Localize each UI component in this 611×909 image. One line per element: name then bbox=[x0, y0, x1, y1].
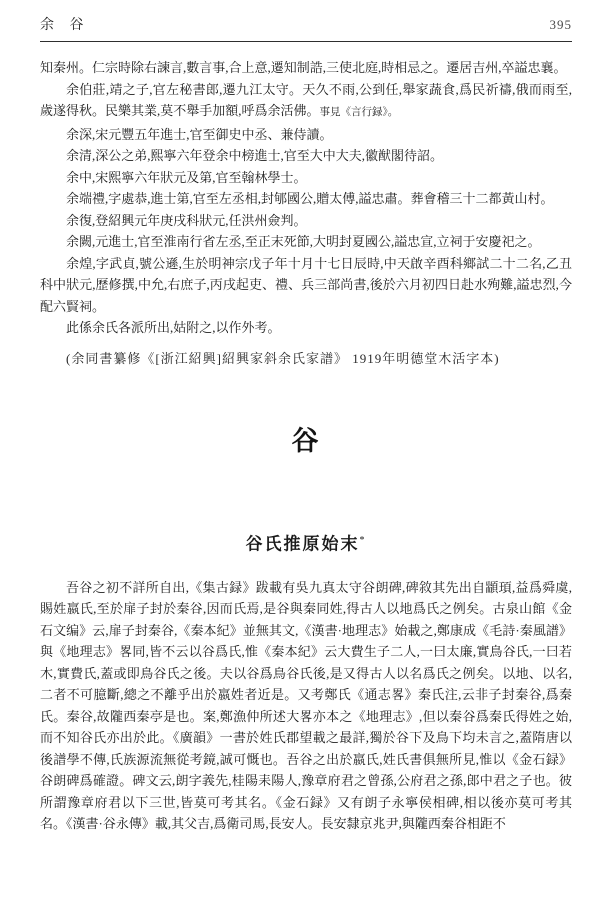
entry-text: 余伯莊,靖之子,官左秘書郎,遷九江太守。天久不雨,公到任,舉家蔬食,爲民祈禱,俄而雨至,歲遂得秋。民樂其業,莫不舉手加額,呼爲余活佛。 bbox=[40, 81, 572, 118]
genealogy-entry bbox=[40, 231, 572, 253]
surname-heading: 谷 bbox=[291, 426, 321, 456]
page-header bbox=[40, 14, 572, 42]
paragraph-continuation: 知秦州。仁宗時除右諫言,數言事,合上意,遷知制誥,三使北庭,時相忌之。遷居吉州,卒謚忠襄。 bbox=[40, 60, 567, 75]
entry-text: 余端禮,字處恭,進士第,官至左丞相,封郇國公,贈太傅,謚忠肅。葬會稽三十二都黃山村。 bbox=[66, 191, 554, 206]
entry-text: 余煌,字武貞,號公遜,生於明神宗戊子年十月十七日辰時,中天啟辛酉科鄉試二十二名,乙丑科中狀元,歷修撰,中允,右庶子,丙戌起吏、禮、兵三部尚書,後於六月初四日赴水殉難,謚忠烈,今配六賢祠。 bbox=[40, 255, 572, 314]
entry-text: 余深,宋元豐五年進士,官至御史中丞、兼侍讀。 bbox=[66, 126, 333, 142]
entry-text: 余復,登紹興元年庚戌科狀元,任洪州僉判。 bbox=[66, 212, 307, 228]
page-body bbox=[40, 57, 572, 835]
page-number: 395 bbox=[549, 17, 572, 32]
section-title-text: 谷氏推原始末 bbox=[245, 534, 360, 554]
entry-note: 事見《言行録》。 bbox=[319, 107, 399, 118]
source-citation: (余同書纂修《[浙江紹興]紹興家斜余氏家譜》 1919年明德堂木活字本) bbox=[66, 350, 500, 366]
entry-text: 余中,宋熙寧六年狀元及第,官至翰林學士。 bbox=[66, 169, 307, 185]
entry-text: 余清,深公之弟,熙寧六年登余中榜進士,官至大中大夫,徽猷閣待詔。 bbox=[66, 148, 444, 163]
paragraph-gu-origin: 吾谷之初不詳所自出,《集古録》跋載有吳九真太守谷朗碑,碑敘其先出自顓頊,益爲舜虞,賜姓嬴氏,至於扉子封於秦谷,因而氏焉,是谷與秦同姓,得古人以地爲氏之例矣。古泉山館《金石文编》云,扉子封秦谷,《秦本紀》並無其文,《漢書·地理志》始載之,鄭康成《毛詩·秦風譜》與《地理志》畧同,皆不云以谷爲氏,惟《秦本紀》云大費生子二人,一曰太廉,實鳥谷氏,一曰若木,實費氏,蓋或即鳥谷氏之後。夫以谷爲鳥谷氏後,是又得古人以名爲氏之例矣。以地、以名,二者不可臆斷,總之不離乎出於嬴姓者近是。又考鄭氏《通志畧》秦氏注,云非子封秦谷,爲秦氏。秦谷,故隴西秦亭是也。案,鄭漁仲所述大畧亦本之《地理志》,但以秦谷爲秦氏得姓之始,而不知谷氏亦出於此。《廣韻》一書於姓氏郡望載之最詳,獨於谷下及鳥下均未言之,蓋隋唐以後譜學不傳,氏族源流無從考鏡,誠可慨也。吾谷之出於嬴氏,姓氏書俱無所見,惟以《金石録》谷朗碑爲確證。碑文云,朗字義先,桂陽耒陽人,豫章府君之曾孫,公府君之孫,郎中君之子也。彼所謂豫章府君以下三世,皆莫可考其名。《金石録》又有朗子永寧侯相碑,相以後亦莫可考其名。《漢書·谷永傳》載,其父吉,爲衛司馬,長安人。長安隸京兆尹,與隴西秦谷相距不 bbox=[40, 579, 572, 832]
genealogy-entry bbox=[40, 124, 572, 146]
entry-text: 余闕,元進士,官至淮南行省左丞,至正末死節,大明封夏國公,謚忠宣,立祠于安慶祀之。 bbox=[66, 234, 541, 249]
genealogy-entry bbox=[40, 317, 572, 339]
entry-text: 此係余氏各派所出,姑附之,以作外考。 bbox=[66, 320, 281, 335]
genealogy-entry bbox=[40, 79, 572, 124]
genealogy-entry bbox=[40, 253, 572, 318]
genealogy-entry bbox=[40, 210, 572, 232]
section-title bbox=[40, 530, 572, 556]
genealogy-entry bbox=[40, 145, 572, 167]
genealogy-entry bbox=[40, 188, 572, 210]
genealogy-entry bbox=[40, 167, 572, 189]
section-yu bbox=[40, 57, 572, 339]
section-gu bbox=[40, 577, 572, 835]
footnote-asterisk: * bbox=[359, 535, 367, 546]
running-title: 余 谷 bbox=[40, 18, 90, 33]
